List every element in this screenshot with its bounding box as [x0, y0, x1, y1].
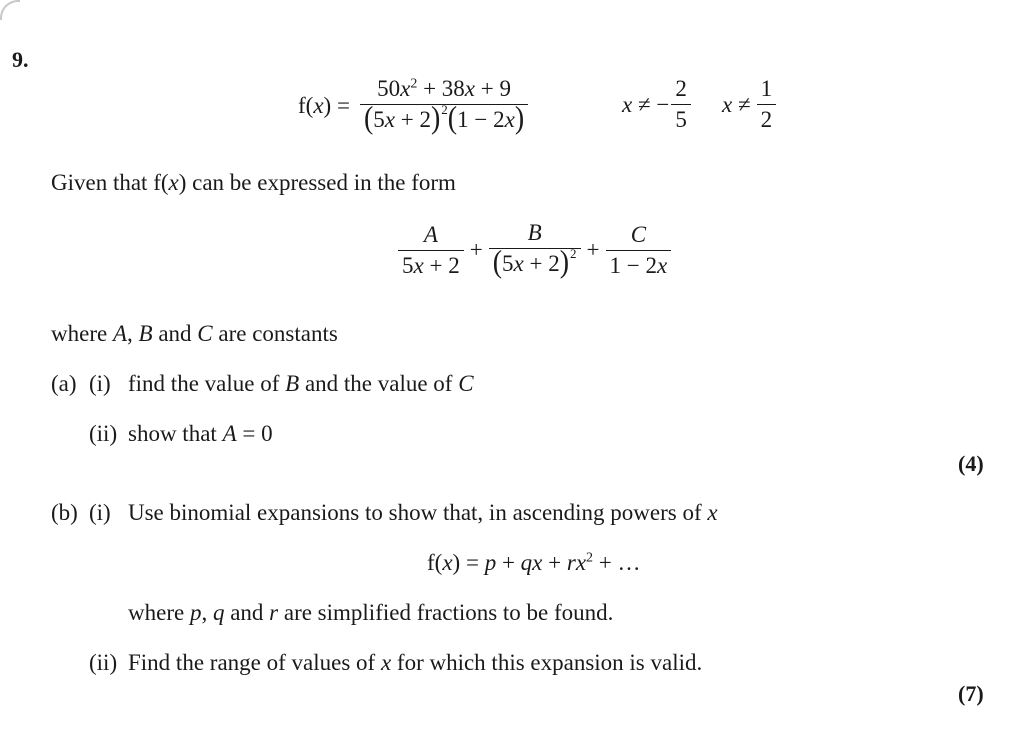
part-b-i-label: (i) [89, 500, 111, 525]
domain-condition-2: x ≠ $\frac{1}{2}$ [722, 74, 776, 135]
constants-statement: where A, B and C are constants [51, 321, 338, 346]
part-a-i-text: find the value of B and the value of C [128, 371, 474, 396]
condition-2-numerator: 1 [760, 76, 773, 101]
given-text: Given that f(x) can be expressed in the form [51, 170, 456, 195]
expansion-formula: f(x) = p + qx + $rx^2$ + … [427, 550, 641, 575]
part-a-i-label: (i) [89, 371, 111, 396]
pf-term-b: $\frac{B}{(5x + 2)^2}$ [489, 218, 581, 282]
part-b-ii-text: Find the range of values of x for which this expansion is valid. [128, 650, 703, 675]
part-b-label: (b) [51, 500, 78, 525]
pf-term-a: $\frac{A}{5x + 2}$ [398, 220, 464, 281]
marks-part-b: (7) [958, 681, 984, 706]
condition-2-denominator: 2 [760, 107, 773, 132]
part-a-ii-text: show that A = 0 [128, 421, 273, 446]
marks-part-a: (4) [958, 451, 984, 476]
part-b-where-text: where p, q and r are simplified fractions to be found. [128, 600, 614, 625]
function-definition [298, 74, 528, 138]
part-b-ii-label: (ii) [89, 650, 118, 675]
pf-term-c: $\frac{C}{1 - 2x}$ [606, 220, 672, 281]
condition-1-numerator: 2 [675, 76, 687, 101]
part-b-i-text: Use binomial expansions to show that, in ascending powers of x [128, 500, 718, 525]
function-denominator: $(5x + 2)^2(1 - 2x)$ [363, 100, 525, 137]
part-a-label: (a) [51, 371, 77, 396]
domain-condition-1: x ≠ − $\frac{2}{5}$ [622, 74, 691, 135]
function-numerator: $50x^2 + 38x + 9$ [377, 76, 511, 101]
function-lhs: f(x) = [298, 93, 350, 118]
partial-fraction-form: $\frac{A}{5x + 2}$ + $\frac{B}{(5x + 2)^2}$ + $\frac{C}{1 - 2x}$ [398, 218, 671, 282]
function-fraction [360, 74, 528, 138]
page-corner [0, 0, 20, 20]
question-number: 9. [12, 47, 29, 72]
part-a-ii-label: (ii) [89, 421, 118, 446]
condition-1-denominator: 5 [675, 107, 687, 132]
